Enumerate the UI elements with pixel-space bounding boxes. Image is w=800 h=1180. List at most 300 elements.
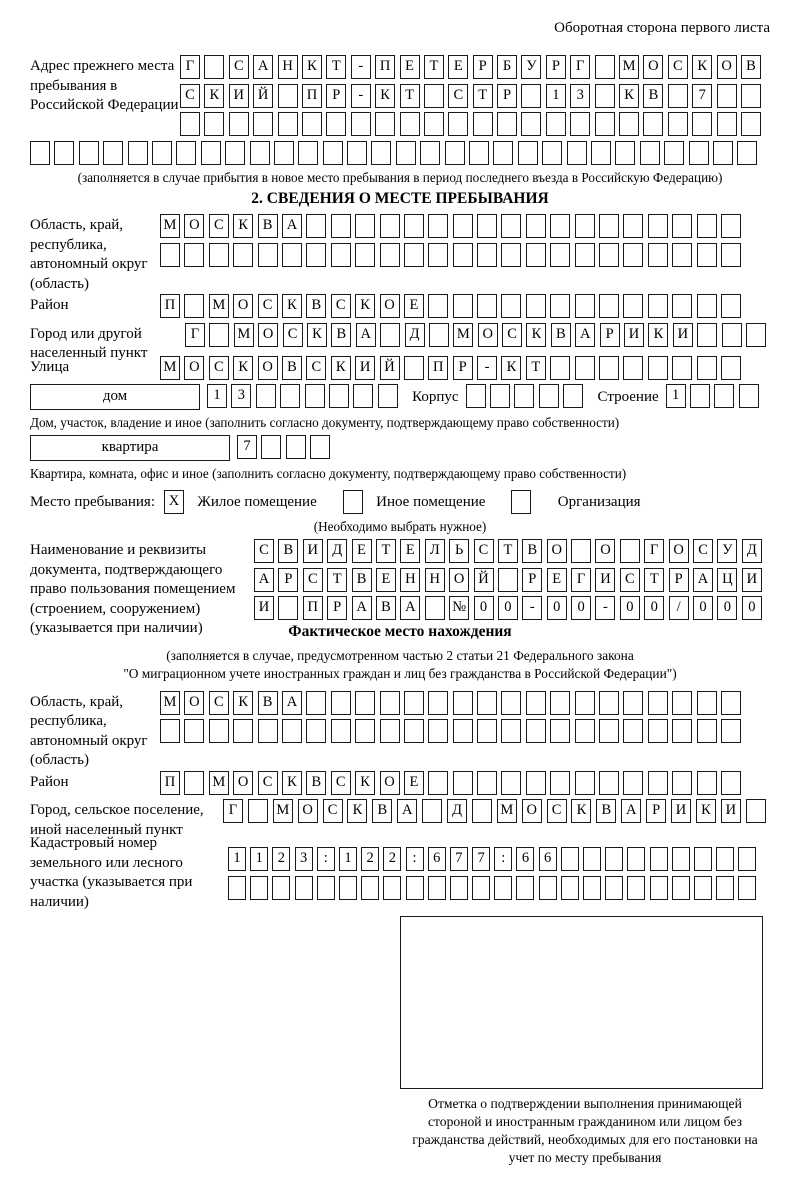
char-box[interactable]: А [254,568,274,592]
char-box[interactable]: 0 [717,596,737,620]
char-box[interactable]: М [619,55,639,79]
char-box[interactable]: О [478,323,498,347]
char-box[interactable]: А [575,323,595,347]
char-box[interactable]: Г [180,55,200,79]
char-box[interactable] [542,141,562,165]
char-box[interactable] [355,243,375,267]
char-box[interactable] [272,876,290,900]
stay-type-checkbox-organization[interactable] [511,490,535,514]
char-box[interactable] [453,214,473,238]
char-box[interactable] [282,719,302,743]
char-box[interactable]: 6 [516,847,534,871]
char-box[interactable] [404,214,424,238]
char-box[interactable] [103,141,123,165]
char-box[interactable]: М [273,799,293,823]
char-box[interactable] [317,876,335,900]
char-box[interactable]: М [160,691,180,715]
char-box[interactable] [331,214,351,238]
char-box[interactable] [605,847,623,871]
char-box[interactable]: : [317,847,335,871]
char-box[interactable] [640,141,660,165]
char-box[interactable]: 6 [428,847,446,871]
char-box[interactable]: С [209,356,229,380]
char-box[interactable]: 1 [228,847,246,871]
char-box[interactable] [575,294,595,318]
char-box[interactable]: : [494,847,512,871]
char-box[interactable]: Е [404,771,424,795]
char-box[interactable] [331,243,351,267]
char-box[interactable]: О [669,539,689,563]
char-box[interactable]: 0 [498,596,518,620]
char-box[interactable]: С [474,539,494,563]
char-box[interactable]: О [258,323,278,347]
char-box[interactable] [180,112,200,136]
char-box[interactable] [347,141,367,165]
char-box[interactable] [563,384,583,408]
char-box[interactable]: И [742,568,762,592]
char-box[interactable] [453,243,473,267]
char-box[interactable] [648,771,668,795]
char-box[interactable]: М [497,799,517,823]
char-box[interactable] [738,876,756,900]
char-box[interactable]: Г [571,568,591,592]
char-box[interactable]: О [184,691,204,715]
char-box[interactable]: С [502,323,522,347]
char-box[interactable]: Р [646,799,666,823]
char-box[interactable] [152,141,172,165]
char-box[interactable] [739,384,759,408]
char-box[interactable]: К [347,799,367,823]
char-box[interactable] [428,294,448,318]
char-box[interactable]: В [282,356,302,380]
char-box[interactable] [472,876,490,900]
char-box[interactable]: Р [473,55,493,79]
char-box[interactable]: С [229,55,249,79]
char-box[interactable]: 7 [692,84,712,108]
char-box[interactable]: А [397,799,417,823]
char-box[interactable]: - [351,84,371,108]
char-box[interactable]: Д [327,539,347,563]
char-box[interactable]: Е [376,568,396,592]
char-box[interactable] [521,84,541,108]
char-box[interactable]: П [375,55,395,79]
char-box[interactable]: Л [425,539,445,563]
char-box[interactable] [623,691,643,715]
char-box[interactable]: О [717,55,737,79]
char-box[interactable] [253,112,273,136]
char-box[interactable] [448,112,468,136]
char-box[interactable] [737,141,757,165]
char-box[interactable]: А [282,214,302,238]
char-box[interactable]: Е [352,539,372,563]
char-box[interactable]: К [571,799,591,823]
char-box[interactable]: О [449,568,469,592]
char-box[interactable]: Т [498,539,518,563]
char-box[interactable]: Д [742,539,762,563]
char-box[interactable] [453,294,473,318]
char-box[interactable] [694,876,712,900]
char-box[interactable] [383,876,401,900]
char-box[interactable]: В [372,799,392,823]
char-box[interactable]: С [303,568,323,592]
char-box[interactable] [306,243,326,267]
char-box[interactable]: А [282,691,302,715]
char-box[interactable]: О [298,799,318,823]
char-box[interactable] [746,323,766,347]
char-box[interactable] [595,84,615,108]
char-box[interactable]: С [209,214,229,238]
char-box[interactable]: 0 [693,596,713,620]
char-box[interactable] [648,294,668,318]
char-box[interactable] [501,214,521,238]
char-box[interactable]: У [521,55,541,79]
char-box[interactable] [400,112,420,136]
char-box[interactable]: Й [253,84,273,108]
char-box[interactable] [274,141,294,165]
char-box[interactable]: П [302,84,322,108]
char-box[interactable]: О [595,539,615,563]
char-box[interactable]: X [164,490,184,514]
char-box[interactable]: - [522,596,542,620]
char-box[interactable] [689,141,709,165]
char-box[interactable]: Т [644,568,664,592]
char-box[interactable] [501,691,521,715]
char-box[interactable] [258,719,278,743]
char-box[interactable]: П [160,771,180,795]
char-box[interactable] [378,384,398,408]
char-box[interactable] [721,719,741,743]
char-box[interactable]: Т [424,55,444,79]
char-box[interactable] [258,243,278,267]
char-box[interactable] [420,141,440,165]
char-box[interactable]: К [526,323,546,347]
char-box[interactable] [615,141,635,165]
char-box[interactable] [599,771,619,795]
char-box[interactable] [380,719,400,743]
char-box[interactable] [184,243,204,267]
char-box[interactable]: С [668,55,688,79]
char-box[interactable] [339,876,357,900]
char-box[interactable] [229,112,249,136]
char-box[interactable] [490,384,510,408]
char-box[interactable] [323,141,343,165]
char-box[interactable] [599,214,619,238]
char-box[interactable] [306,719,326,743]
char-box[interactable]: 0 [474,596,494,620]
char-box[interactable] [697,771,717,795]
char-box[interactable] [331,691,351,715]
char-box[interactable]: - [595,596,615,620]
char-box[interactable] [526,214,546,238]
char-box[interactable] [697,691,717,715]
char-box[interactable] [404,243,424,267]
char-box[interactable]: В [306,294,326,318]
char-box[interactable] [250,141,270,165]
char-box[interactable]: Е [448,55,468,79]
char-box[interactable] [722,323,742,347]
char-box[interactable] [550,691,570,715]
char-box[interactable] [599,356,619,380]
char-box[interactable] [648,214,668,238]
char-box[interactable]: И [229,84,249,108]
char-box[interactable] [422,799,442,823]
char-box[interactable] [351,112,371,136]
char-box[interactable]: С [620,568,640,592]
char-box[interactable] [716,847,734,871]
char-box[interactable] [623,719,643,743]
char-box[interactable] [355,691,375,715]
char-box[interactable] [721,691,741,715]
char-box[interactable] [79,141,99,165]
char-box[interactable]: О [184,356,204,380]
char-box[interactable]: 1 [339,847,357,871]
char-box[interactable] [176,141,196,165]
char-box[interactable]: Т [376,539,396,563]
char-box[interactable] [721,294,741,318]
char-box[interactable] [498,568,518,592]
char-box[interactable] [516,876,534,900]
char-box[interactable]: С [331,771,351,795]
char-box[interactable] [453,691,473,715]
char-box[interactable]: Ц [717,568,737,592]
char-box[interactable] [650,876,668,900]
char-box[interactable] [721,356,741,380]
char-box[interactable] [550,243,570,267]
char-box[interactable]: Р [497,84,517,108]
char-box[interactable] [623,294,643,318]
char-box[interactable]: А [356,323,376,347]
char-box[interactable] [501,294,521,318]
char-box[interactable] [717,112,737,136]
char-box[interactable] [477,719,497,743]
char-box[interactable] [280,384,300,408]
char-box[interactable]: М [453,323,473,347]
char-box[interactable]: М [234,323,254,347]
char-box[interactable]: Т [326,55,346,79]
char-box[interactable] [721,243,741,267]
char-box[interactable] [428,771,448,795]
char-box[interactable] [477,771,497,795]
char-box[interactable]: С [180,84,200,108]
char-box[interactable] [561,876,579,900]
char-box[interactable] [278,84,298,108]
char-box[interactable]: К [307,323,327,347]
char-box[interactable] [380,214,400,238]
char-box[interactable] [539,384,559,408]
char-box[interactable]: 0 [620,596,640,620]
char-box[interactable]: Е [547,568,567,592]
char-box[interactable]: Т [526,356,546,380]
char-box[interactable] [623,243,643,267]
char-box[interactable]: С [331,294,351,318]
char-box[interactable]: К [696,799,716,823]
char-box[interactable] [209,323,229,347]
char-box[interactable] [306,214,326,238]
char-box[interactable] [473,112,493,136]
char-box[interactable] [605,876,623,900]
char-box[interactable]: 3 [570,84,590,108]
char-box[interactable] [380,691,400,715]
char-box[interactable]: С [258,294,278,318]
char-box[interactable]: Г [644,539,664,563]
char-box[interactable] [453,771,473,795]
char-box[interactable] [526,719,546,743]
char-box[interactable]: 1 [666,384,686,408]
char-box[interactable]: К [355,294,375,318]
char-box[interactable] [694,847,712,871]
char-box[interactable]: П [303,596,323,620]
char-box[interactable]: № [449,596,469,620]
char-box[interactable] [477,214,497,238]
char-box[interactable] [424,112,444,136]
char-box[interactable] [225,141,245,165]
char-box[interactable] [697,719,717,743]
char-box[interactable] [619,112,639,136]
char-box[interactable]: Г [223,799,243,823]
char-box[interactable]: 0 [571,596,591,620]
char-box[interactable]: / [669,596,689,620]
char-box[interactable] [738,847,756,871]
char-box[interactable] [714,384,734,408]
char-box[interactable] [595,55,615,79]
char-box[interactable] [233,719,253,743]
char-box[interactable] [583,847,601,871]
char-box[interactable]: К [355,771,375,795]
char-box[interactable]: К [282,294,302,318]
char-box[interactable] [690,384,710,408]
char-box[interactable] [466,384,486,408]
char-box[interactable] [550,356,570,380]
char-box[interactable] [380,323,400,347]
char-box[interactable]: П [428,356,448,380]
char-box[interactable]: И [595,568,615,592]
char-box[interactable]: Р [326,84,346,108]
char-box[interactable]: - [351,55,371,79]
char-box[interactable]: 2 [272,847,290,871]
char-box[interactable] [428,243,448,267]
char-box[interactable]: 1 [546,84,566,108]
char-box[interactable]: С [258,771,278,795]
char-box[interactable] [575,243,595,267]
char-box[interactable]: 3 [295,847,313,871]
char-box[interactable] [599,243,619,267]
char-box[interactable]: 0 [742,596,762,620]
char-box[interactable]: О [233,294,253,318]
char-box[interactable] [256,384,276,408]
char-box[interactable] [643,112,663,136]
char-box[interactable]: С [323,799,343,823]
char-box[interactable] [428,691,448,715]
char-box[interactable] [672,243,692,267]
char-box[interactable] [361,876,379,900]
char-box[interactable]: Н [400,568,420,592]
char-box[interactable]: О [380,771,400,795]
char-box[interactable]: 6 [539,847,557,871]
char-box[interactable]: К [375,84,395,108]
char-box[interactable]: 7 [450,847,468,871]
char-box[interactable]: И [355,356,375,380]
char-box[interactable]: К [331,356,351,380]
char-box[interactable] [404,719,424,743]
char-box[interactable]: С [209,691,229,715]
char-box[interactable]: В [551,323,571,347]
char-box[interactable] [248,799,268,823]
char-box[interactable]: И [254,596,274,620]
char-box[interactable] [30,141,50,165]
char-box[interactable] [261,435,281,459]
char-box[interactable] [575,719,595,743]
char-box[interactable] [184,719,204,743]
char-box[interactable] [648,243,668,267]
char-box[interactable] [404,356,424,380]
char-box[interactable] [184,294,204,318]
char-box[interactable] [353,384,373,408]
char-box[interactable] [741,112,761,136]
char-box[interactable] [469,141,489,165]
char-box[interactable]: Г [570,55,590,79]
char-box[interactable] [672,214,692,238]
char-box[interactable] [306,691,326,715]
char-box[interactable] [672,691,692,715]
char-box[interactable] [355,719,375,743]
char-box[interactable]: У [717,539,737,563]
char-box[interactable] [595,112,615,136]
char-box[interactable] [494,876,512,900]
char-box[interactable]: А [621,799,641,823]
char-box[interactable] [128,141,148,165]
char-box[interactable] [371,141,391,165]
char-box[interactable] [233,243,253,267]
char-box[interactable]: Т [473,84,493,108]
char-box[interactable]: В [522,539,542,563]
char-box[interactable]: В [741,55,761,79]
char-box[interactable]: О [233,771,253,795]
char-box[interactable] [477,243,497,267]
char-box[interactable] [599,719,619,743]
char-box[interactable]: Н [425,568,445,592]
char-box[interactable] [429,323,449,347]
char-box[interactable] [396,141,416,165]
char-box[interactable]: 3 [231,384,251,408]
char-box[interactable] [472,799,492,823]
char-box[interactable] [526,243,546,267]
char-box[interactable] [627,847,645,871]
char-box[interactable] [453,719,473,743]
char-box[interactable] [697,323,717,347]
char-box[interactable]: 0 [547,596,567,620]
char-box[interactable] [250,876,268,900]
char-box[interactable] [526,771,546,795]
char-box[interactable]: В [278,539,298,563]
char-box[interactable]: Р [453,356,473,380]
char-box[interactable]: Е [400,55,420,79]
char-box[interactable] [672,294,692,318]
char-box[interactable]: Б [497,55,517,79]
char-box[interactable]: В [596,799,616,823]
char-box[interactable] [278,112,298,136]
char-box[interactable] [623,356,643,380]
char-box[interactable] [501,243,521,267]
char-box[interactable]: Й [474,568,494,592]
char-box[interactable] [228,876,246,900]
char-box[interactable] [721,214,741,238]
char-box[interactable]: К [501,356,521,380]
char-box[interactable] [501,771,521,795]
char-box[interactable] [575,356,595,380]
char-box[interactable] [343,490,363,514]
char-box[interactable] [570,112,590,136]
char-box[interactable] [571,539,591,563]
